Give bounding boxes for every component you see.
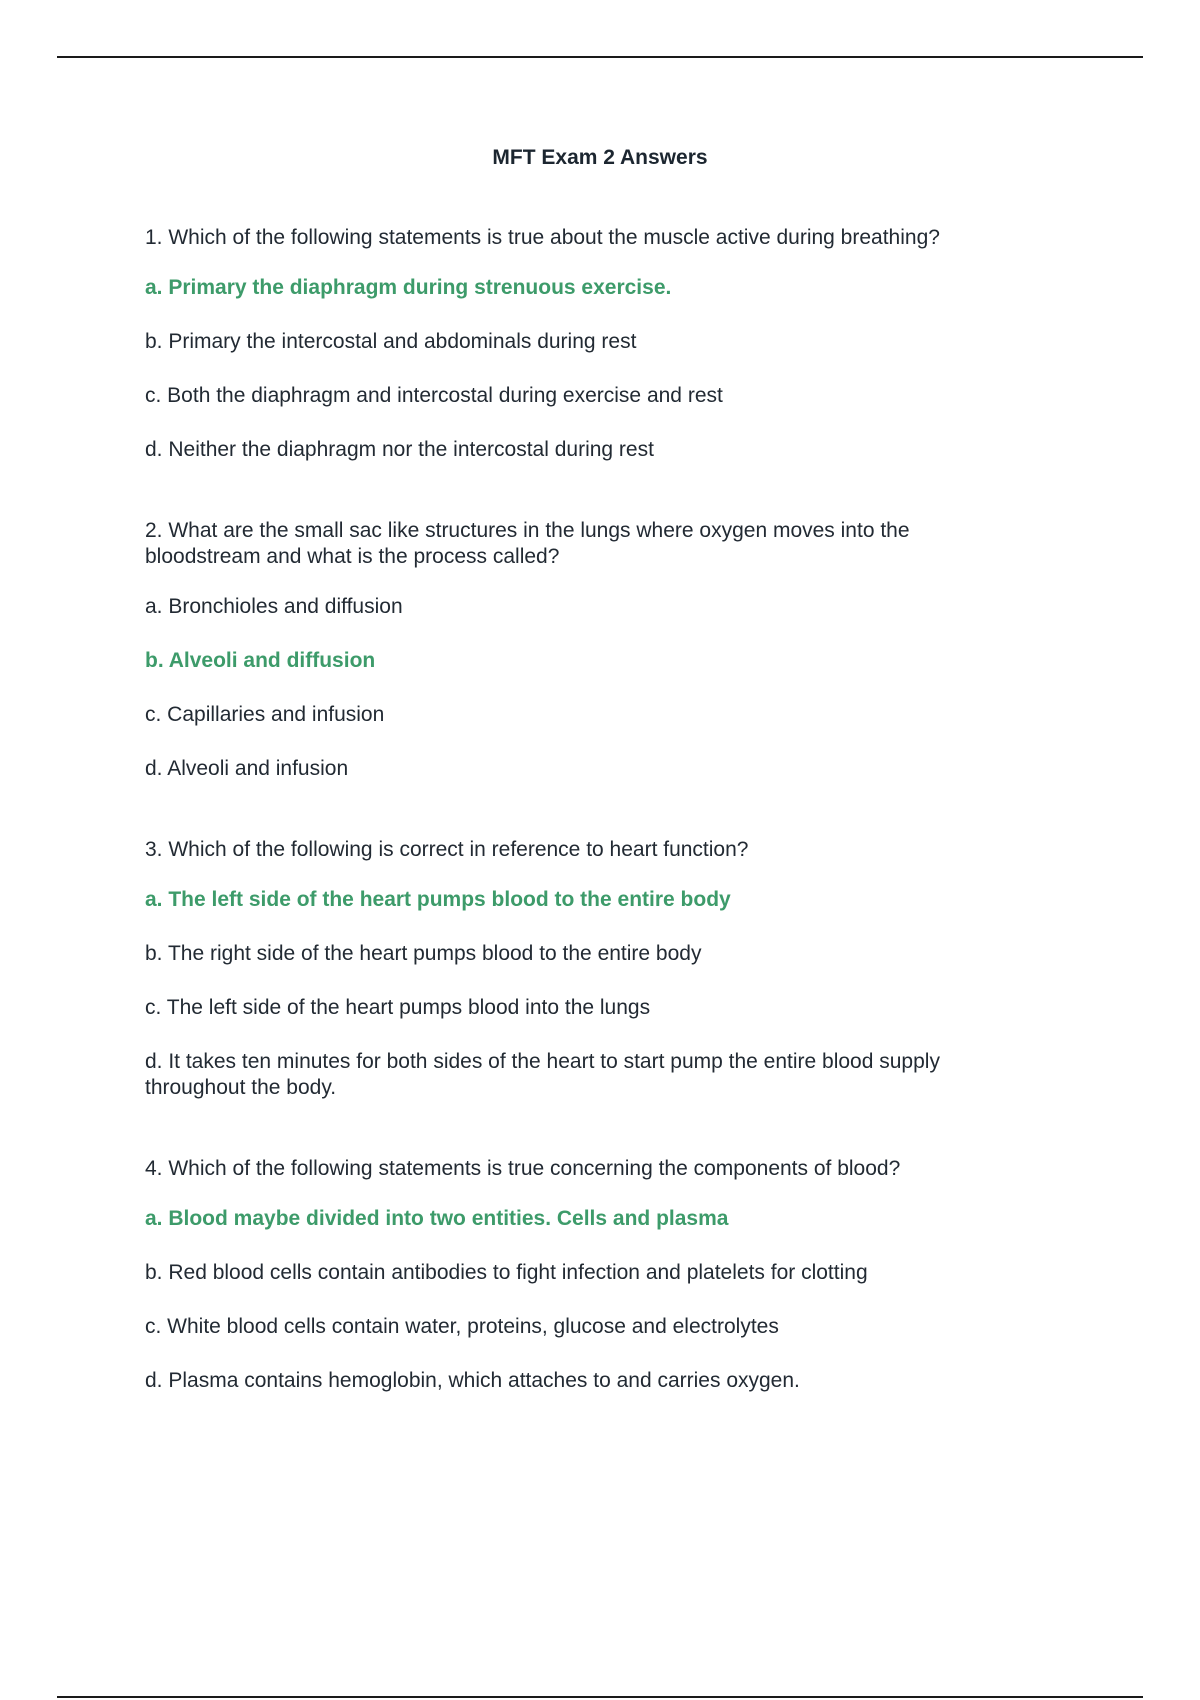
question-text: 3. Which of the following is correct in reference to heart function? xyxy=(145,838,749,861)
top-rule xyxy=(57,56,1143,58)
option-c: c. Both the diaphragm and intercostal during exercise and rest xyxy=(145,384,723,407)
option-a-correct-answer: a. Primary the diaphragm during strenuous exercise. xyxy=(145,276,672,299)
question-1 xyxy=(145,225,995,463)
bottom-rule xyxy=(57,1696,1143,1698)
option-c: c. Capillaries and infusion xyxy=(145,703,385,726)
option-c: c. The left side of the heart pumps blood into the lungs xyxy=(145,996,651,1019)
option-a-correct-answer: a. Blood maybe divided into two entities. Cells and plasma xyxy=(145,1207,729,1230)
option-d: d. Neither the diaphragm nor the intercostal during rest xyxy=(145,438,654,461)
option-b-correct-answer: b. Alveoli and diffusion xyxy=(145,649,376,672)
option-d: d. It takes ten minutes for both sides of the heart to start pump the entire blood supply throughout the body. xyxy=(145,1050,940,1099)
question-4 xyxy=(145,1156,995,1394)
question-list xyxy=(145,225,995,1449)
option-d: d. Plasma contains hemoglobin, which attaches to and carries oxygen. xyxy=(145,1369,800,1392)
document-title: MFT Exam 2 Answers xyxy=(492,146,708,169)
option-b: b. Primary the intercostal and abdominals during rest xyxy=(145,330,637,353)
option-b: b. Red blood cells contain antibodies to fight infection and platelets for clotting xyxy=(145,1261,868,1284)
question-2 xyxy=(145,518,995,782)
question-text: 4. Which of the following statements is true concerning the components of blood? xyxy=(145,1157,901,1180)
question-text: 1. Which of the following statements is true about the muscle active during breathing? xyxy=(145,226,940,249)
option-d: d. Alveoli and infusion xyxy=(145,757,349,780)
option-b: b. The right side of the heart pumps blood to the entire body xyxy=(145,942,702,965)
question-3 xyxy=(145,837,995,1101)
option-c: c. White blood cells contain water, proteins, glucose and electrolytes xyxy=(145,1315,779,1338)
option-a-correct-answer: a. The left side of the heart pumps blood to the entire body xyxy=(145,888,731,911)
option-a: a. Bronchioles and diffusion xyxy=(145,595,403,618)
question-text: 2. What are the small sac like structures in the lungs where oxygen moves into the bloodstream and what is the process called? xyxy=(145,519,910,568)
